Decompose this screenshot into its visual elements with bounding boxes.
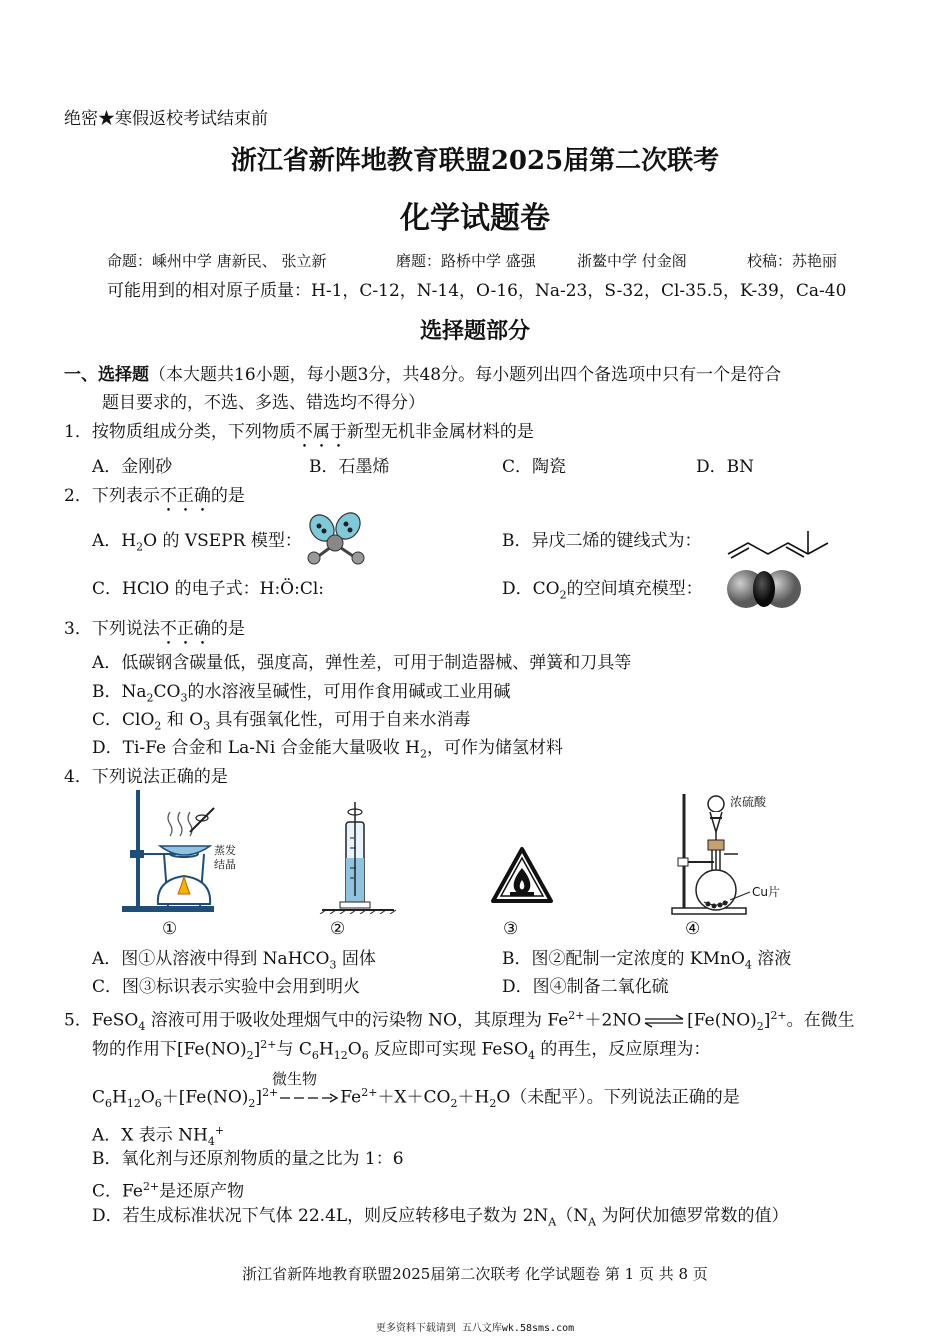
q2-option-b: B．异戊二烯的键线式为： [502, 531, 702, 551]
q3-stem: 3．下列说法不正确的是 [64, 619, 245, 639]
q3-option-a: A．低碳钢含碳量低，强度高，弹性差，可用于制造器械、弹簧和刀具等 [92, 653, 632, 673]
q1-stem: 1．按物质组成分类，下列物质不属于新型无机非金属材料的是 [64, 422, 534, 442]
fig1-label2: 结晶 [214, 858, 236, 871]
part1-desc2: 题目要求的，不选、多选、错选均不得分） [102, 393, 425, 413]
q4-option-d: D．图④制备二氧化硫 [502, 977, 669, 997]
q2-stem: 2．下列表示不正确的是 [64, 486, 245, 506]
exam-title: 浙江省新阵地教育联盟2025届第二次联考 [230, 146, 720, 176]
figure-measuring [318, 798, 398, 914]
co2-space-filling-figure [726, 568, 802, 610]
q1-option-b: B．石墨烯 [309, 457, 390, 477]
page-footer: 浙江省新阵地教育联盟2025届第二次联考 化学试题卷 第 1 页 共 8 页 [242, 1265, 708, 1283]
fig-number-4: ④ [685, 919, 701, 939]
equilibrium-arrow [643, 1014, 685, 1028]
section-title: 选择题部分 [419, 318, 530, 344]
q4-stem: 4．下列说法正确的是 [64, 767, 228, 787]
authors-moti2: 浙鳌中学 付金阁 [577, 252, 687, 270]
hclo-electron-formula: H:Ö:Cl: [259, 579, 325, 599]
figure-evaporation [118, 788, 244, 918]
fig-number-1: ① [162, 919, 178, 939]
q1-option-d: D．BN [696, 457, 754, 477]
fig-number-3: ③ [503, 919, 519, 939]
q1-option-c: C．陶瓷 [502, 457, 567, 477]
fig-number-2: ② [330, 919, 346, 939]
footer-small: 更多资料下载请到 五八文库wk.58sms.com [375, 1323, 575, 1334]
fig4-label2: Cu片 [752, 885, 780, 899]
q2-option-a: A．$H_2O$ 的 VSEPR 模型： [92, 531, 302, 554]
q2-option-c: C．HClO 的电子式：H:Ö:Cl: [92, 579, 325, 599]
isoprene-skeletal-figure [726, 516, 836, 560]
q5-eq-condition: 微生物 [272, 1070, 318, 1088]
q3-option-d: D．Ti-Fe 合金和 La-Ni 合金能大量吸收 $H_2$，可作为储氢材料 [92, 738, 563, 761]
vsepr-model-figure [302, 512, 370, 566]
authors-moti: 磨题：路桥中学 盛强 [396, 252, 536, 270]
figure-so2-apparatus [668, 788, 808, 918]
authors-jiaogao: 校稿：苏艳丽 [747, 252, 838, 270]
q5-option-d: D．若生成标准状况下气体 22.4L，则反应转移电子数为 $2N_A(N_A$ 为阿伏加德罗常数的值） [92, 1206, 789, 1229]
q3-option-b: B．$Na_2CO_3$的水溶液呈碱性，可用作食用碱或工业用碱 [92, 682, 511, 705]
q5-line1: 5．FeSO$_4$ 溶液可用于吸收处理烟气中的污染物 NO，其原理为 $Fe^{2+}+2NO$ $[Fe(NO)_2]^{2+}$。在微生 [64, 1009, 855, 1034]
q5-equation: $C_6H_{12}O_6+[Fe(NO)_2]^{2+}$ $Fe^{2+}+X+CO_2+H_2O$（未配平）。下列说法正确的是 [92, 1086, 740, 1111]
q1-option-a: A．金刚砂 [92, 457, 173, 477]
q3-option-c: C．ClO$_2$ 和 $O_3$ 具有强氧化性，可用于自来水消毒 [92, 710, 471, 733]
q2-option-d: D．$CO_2$的空间填充模型： [502, 579, 703, 602]
figure-flame-sign [490, 846, 554, 904]
q4-option-c: C．图③标识表示实验中会用到明火 [92, 977, 361, 997]
authors-mingti: 命题：嵊州中学 唐新民、 张立新 [107, 252, 327, 270]
q5-option-b: B．氧化剂与还原剂物质的量之比为 1：6 [92, 1149, 404, 1169]
part1-desc: 一、选择题（本大题共16小题，每小题3分，共48分。每小题列出四个备选项中只有一个是符合 [64, 365, 782, 385]
q5-option-a: A．X 表示 $NH_4^+$ [92, 1124, 225, 1149]
secret-label: 绝密★寒假返校考试结束前 [64, 109, 268, 129]
atomic-masses: 可能用到的相对原子质量：H-1，C-12，N-14，O-16，Na-23，S-32，Cl-35.5，K-39，Ca-40 [107, 281, 847, 301]
fig4-label: 浓硫酸 [730, 795, 767, 809]
exam-subtitle: 化学试题卷 [400, 201, 550, 236]
q5-option-c: C．$Fe^{2+}$是还原产物 [92, 1180, 245, 1202]
fig1-label: 蒸发 [214, 844, 236, 857]
q4-option-b: B．图②配制一定浓度的 KMnO$_4$ 溶液 [502, 949, 792, 972]
reaction-arrow [278, 1092, 340, 1104]
q5-line2: 物的作用下$[Fe(NO)_2]^{2+}$与 $C_6H_{12}O_6$ 反应即可实现 FeSO$_4$ 的再生，反应原理为： [92, 1038, 711, 1063]
q4-option-a: A．图①从溶液中得到 NaHCO$_3$ 固体 [92, 949, 376, 972]
